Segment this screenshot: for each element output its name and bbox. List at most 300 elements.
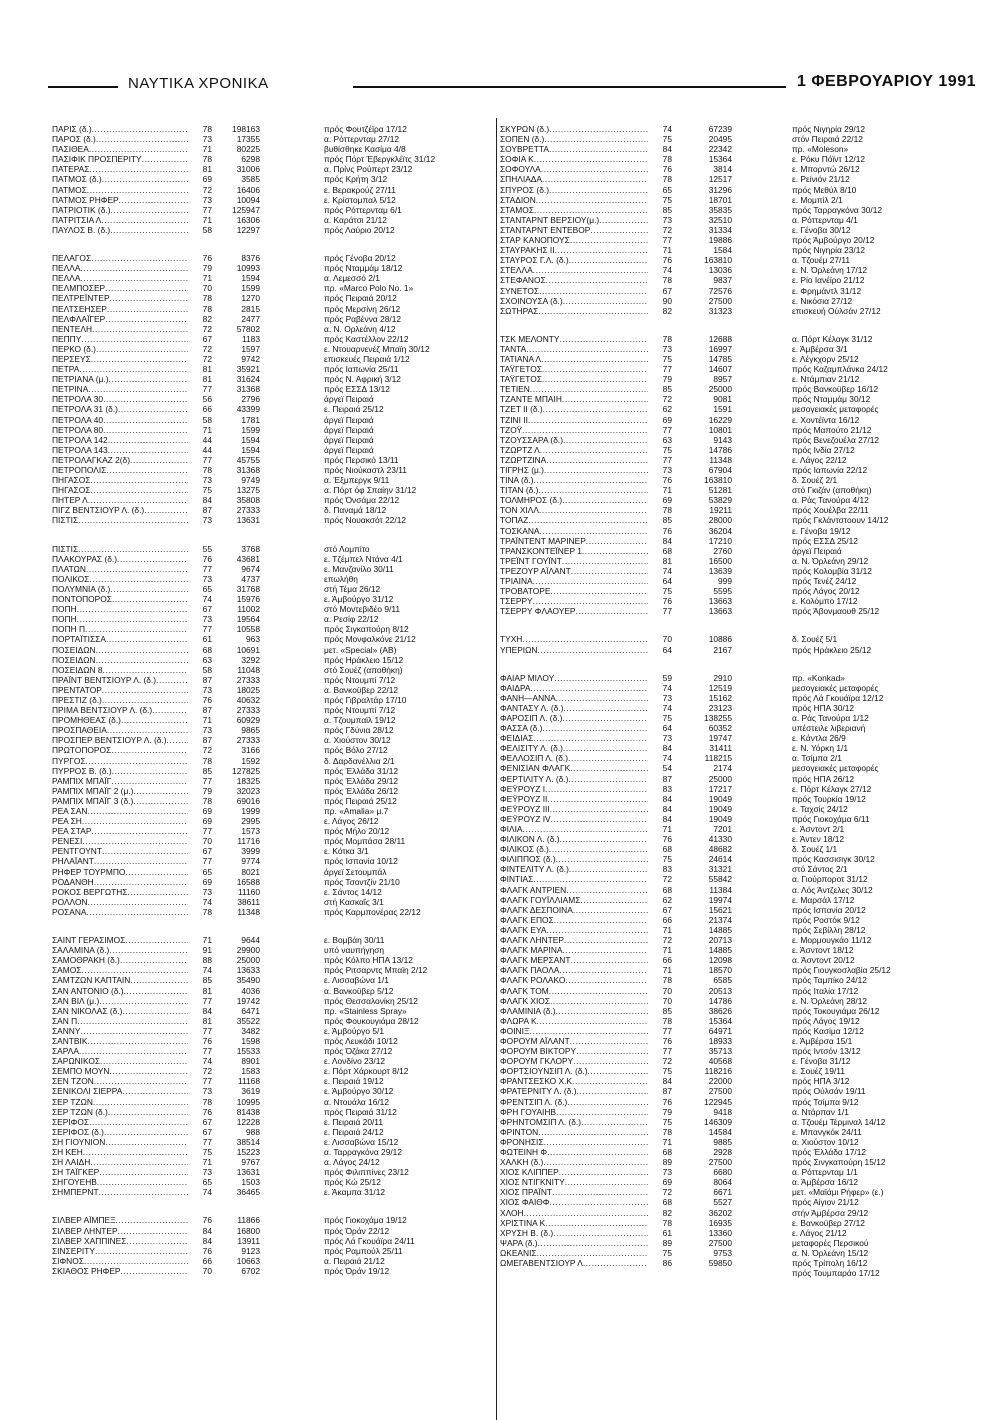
vessel-row xyxy=(52,1097,492,1107)
vessel-name: ΠΕΤΡΟΛΑ 40 ..... xyxy=(52,415,188,425)
vessel-status: α. Πόρτ όφ Σπαίην 31/12 xyxy=(324,485,417,496)
vessel-name: ΤΖΟΥΣΣΑΡΑ (δ.) ..... xyxy=(500,435,648,445)
tonnage: 1597 xyxy=(241,343,260,354)
vessel-row xyxy=(52,124,492,134)
vessel-name: ΠΡΑΪΝΤ ΒΕΝΤΣΙΟΥΡ Λ. (δ.) ..... xyxy=(52,675,188,685)
vessel-row xyxy=(52,253,492,263)
vessel-name: ΤΟΣΚΑΝΑ ..... xyxy=(500,526,648,536)
tonnage: 14885 xyxy=(708,945,732,956)
vessel-row xyxy=(52,887,492,897)
vessel-row xyxy=(500,763,940,773)
vessel-status: πρός Πειραιά 25/12 xyxy=(324,795,397,806)
build-year: 77 xyxy=(202,563,212,574)
vessel-name: ΡΑΜΠΙΧ ΜΠΑΪΓ 2 (μ.) ..... xyxy=(52,786,188,796)
tonnage: 67239 xyxy=(708,124,732,134)
vessel-name: ΠΑΣΙΦΙΚ ΠΡΟΣΠΕΡΙΤΥ ..... xyxy=(52,154,188,164)
vessel-row xyxy=(500,743,940,753)
build-year: 78 xyxy=(662,174,672,185)
tonnage: 3814 xyxy=(713,164,732,175)
vessel-status: πρός Φουκουγιάμα 28/12 xyxy=(324,1015,419,1026)
vessel-status: πρός Ιαπωνία 25/11 xyxy=(324,364,399,375)
build-year: 58 xyxy=(202,664,212,675)
vessel-name: ΧΙΟΣ ΚΛΙΠΠΕΡ ..... xyxy=(500,1167,648,1177)
vessel-row xyxy=(500,404,940,414)
vessel-row xyxy=(500,334,940,344)
tonnage: 988 xyxy=(246,1126,260,1137)
vessel-row xyxy=(52,144,492,154)
build-year: 76 xyxy=(662,1035,672,1046)
build-year: 81 xyxy=(662,555,672,566)
vessel-status: πρός Μομπάσα 28/11 xyxy=(324,836,406,847)
vessel-status: ε. Ρείνιόν 21/12 xyxy=(792,174,850,185)
vessel-name: ΣΤΑΥΡΟΣ Γ.Λ. (δ.) ..... xyxy=(500,255,648,265)
vessel-row xyxy=(52,415,492,425)
build-year: 65 xyxy=(202,1177,212,1188)
vessel-name: ΧΑΛΚΗ (δ.) ..... xyxy=(500,1157,648,1167)
tonnage: 16500 xyxy=(708,555,732,566)
vessel-status: υπό ναυπήγηση xyxy=(324,945,385,956)
vessel-row xyxy=(500,1177,940,1187)
vessel-row xyxy=(500,364,940,374)
vessel-status: α. Λεμεσσό 2/1 xyxy=(324,273,380,284)
build-year: 74 xyxy=(662,265,672,276)
tonnage: 163810 xyxy=(704,255,732,266)
tonnage: 9885 xyxy=(713,1136,732,1147)
tonnage: 72576 xyxy=(708,285,732,296)
build-year: 64 xyxy=(662,723,672,734)
vessel-row xyxy=(500,1026,940,1036)
vessel-row xyxy=(52,1256,492,1266)
tonnage: 1781 xyxy=(241,414,260,425)
vessel-row xyxy=(52,584,492,594)
vessel-row xyxy=(52,425,492,435)
vessel-name: ΡΟΛΛΟΝ ..... xyxy=(52,897,188,907)
tonnage: 19742 xyxy=(236,995,260,1006)
vessel-status: πρός Κολομβία 31/12 xyxy=(792,565,872,576)
tonnage: 1594 xyxy=(241,273,260,284)
vessel-name: ΦΕΫΡΟΥΖ Ι ..... xyxy=(500,784,648,794)
vessel-row xyxy=(500,1137,940,1147)
vessel-row xyxy=(500,205,940,215)
vessel-row xyxy=(500,1208,940,1218)
vessel-group xyxy=(52,253,492,526)
vessel-name: ΠΡΕΝΤΑΤΟΡ ..... xyxy=(52,685,188,695)
vessel-status: ε. Άσντοντ 2/1 xyxy=(792,824,845,834)
vessel-status: α. Ρεσίφ 22/12 xyxy=(324,614,379,625)
tonnage: 11160 xyxy=(237,886,260,897)
vessel-name: ΣΕΜΠΟ ΜΟΥΝ ..... xyxy=(52,1066,188,1076)
vessel-status: α. Τσίμπα 2/1 xyxy=(792,753,842,764)
build-year: 77 xyxy=(202,775,212,786)
vessel-name: ΠΙΓΖ ΒΕΝΤΣΙΟΥΡ Λ. (δ.) ..... xyxy=(52,505,188,515)
build-year: 73 xyxy=(202,725,212,736)
tonnage: 16997 xyxy=(708,343,732,354)
vessel-row xyxy=(500,895,940,905)
build-year: 72 xyxy=(202,343,212,354)
vessel-row xyxy=(52,725,492,735)
tonnage: 23123 xyxy=(708,702,732,713)
vessel-name: ΤΑΝΤΑ ..... xyxy=(500,344,648,354)
vessel-status: α. Ρόττερνταμ 1/1 xyxy=(792,1167,858,1178)
vessel-status: πρ. «Amalia» μ.7 xyxy=(324,806,389,816)
vessel-name: ΠΡΟΣΠΑΘΕΙΑ ..... xyxy=(52,725,188,735)
build-year: 78 xyxy=(202,795,212,806)
build-year: 77 xyxy=(662,454,672,465)
vessel-status: ε. Πειραιά 24/12 xyxy=(324,1126,384,1137)
tonnage: 3999 xyxy=(241,846,260,857)
build-year: 73 xyxy=(662,465,672,475)
vessel-name: ΣΗ ΤΑΪΓΚΕΡ ..... xyxy=(52,1167,188,1177)
build-year: 76 xyxy=(662,475,672,486)
vessel-status: ε. Φρημάντλ 31/12 xyxy=(792,285,862,296)
vessel-status: ε. Άμβέρσα 15/1 xyxy=(792,1035,853,1046)
build-year: 73 xyxy=(202,475,212,486)
build-year: 67 xyxy=(662,904,672,915)
tonnage: 13036 xyxy=(708,265,732,276)
vessel-status: πρός Άμβούργο 20/12 xyxy=(792,235,875,246)
vessel-name: ΦΛΑΓΚ ΛΗΝΤΕΡ ..... xyxy=(500,935,648,945)
build-year: 65 xyxy=(202,866,212,877)
vessel-status: πρός ΗΠΑ 26/12 xyxy=(792,773,855,784)
vessel-status: πρός Πειραιά 31/12 xyxy=(324,1106,397,1117)
vessel-status: άργεϊ Πειραιά xyxy=(324,434,374,445)
tonnage: 2796 xyxy=(241,394,260,405)
build-year: 75 xyxy=(662,1116,672,1127)
tonnage: 138255 xyxy=(704,712,732,723)
vessel-name: ΤΕΤΙΕΝ ..... xyxy=(500,384,648,394)
vessel-status: ε. Ντάμπιαν 21/12 xyxy=(792,374,860,385)
vessel-row xyxy=(52,735,492,745)
build-year: 87 xyxy=(202,705,212,716)
vessel-name: ΠΑΤΡΙΟΤΙΚ (δ.) ..... xyxy=(52,205,188,215)
vessel-name: ΣΑΝΝΥ ..... xyxy=(52,1026,188,1036)
build-year: 77 xyxy=(662,235,672,246)
publication-title: ΝΑΥΤΙΚΑ ΧΡΟΝΙΚΑ xyxy=(128,75,269,92)
vessel-row xyxy=(500,794,940,804)
tonnage: 15976 xyxy=(236,594,260,605)
build-year: 76 xyxy=(662,525,672,536)
build-year: 78 xyxy=(662,505,672,516)
vessel-name: ΣΗ ΓΙΟΥΝΙΟΝ ..... xyxy=(52,1137,188,1147)
vessel-name: ΣΠΗΛΙΑΔΑ ..... xyxy=(500,174,648,184)
vessel-status: ε. Πειραιά 25/12 xyxy=(324,404,384,415)
build-year: 77 xyxy=(662,364,672,375)
vessel-row xyxy=(52,263,492,273)
build-year: 70 xyxy=(202,283,212,294)
build-year: 78 xyxy=(662,1217,672,1228)
tonnage: 14786 xyxy=(708,444,732,455)
build-year: 76 xyxy=(662,1096,672,1107)
vessel-row xyxy=(500,965,940,975)
vessel-status: ε. Πειραιά 19/12 xyxy=(324,1076,384,1087)
vessel-name: ΣΑΙΝΤ ΓΕΡΑΣΙΜΟΣ ..... xyxy=(52,935,188,945)
vessel-row xyxy=(52,1167,492,1177)
vessel-row xyxy=(52,715,492,725)
vessel-name: ΠΛΑΤΩΝ ..... xyxy=(52,564,188,574)
vessel-row xyxy=(52,574,492,584)
vessel-status: δ. Σουέζ 2/1 xyxy=(792,475,838,486)
tonnage: 29900 xyxy=(236,945,260,956)
vessel-name: ΦΡΕΝΤΣΙΠ Λ. (δ.) ..... xyxy=(500,1097,648,1107)
tonnage: 2760 xyxy=(713,545,732,556)
tonnage: 31006 xyxy=(236,164,260,175)
vessel-status: πρός Νουακσότ 22/12 xyxy=(324,515,407,526)
tonnage: 17210 xyxy=(708,535,732,546)
vessel-status: πρός Ιταλία 17/12 xyxy=(792,985,859,996)
vessel-name: ΠΟΣΕΙΔΩΝ 8 ..... xyxy=(52,665,188,675)
vessel-name: ΣΗ ΛΑΙΔΗ ..... xyxy=(52,1157,188,1167)
build-year: 71 xyxy=(202,424,212,435)
vessel-status: ε. Μορμουγκάο 11/12 xyxy=(792,935,872,946)
tonnage: 3619 xyxy=(241,1086,260,1097)
vessel-status: α. Άσντοντ 20/12 xyxy=(792,955,855,966)
vessel-status: πρός Κώ 25/12 xyxy=(324,1177,381,1188)
vessel-status: πρός Όνσάμα 22/12 xyxy=(324,495,400,506)
vessel-name: ΠΕΝΤΕΛΗ ..... xyxy=(52,324,188,334)
vessel-name: ΦΑΙΑΡ ΜΙΛΟΥ ..... xyxy=(500,673,648,683)
vessel-status: στό Λομπίτο xyxy=(324,543,370,554)
tonnage: 36204 xyxy=(708,525,732,536)
vessel-status: πρός Ν. Αφρική 3/12 xyxy=(324,374,401,385)
tonnage: 13663 xyxy=(708,596,732,607)
vessel-row xyxy=(500,394,940,404)
vessel-name: ΦΛΑΓΚ ΓΟΥΪΛΛΙΑΜΣ ..... xyxy=(500,895,648,905)
tonnage: 13639 xyxy=(708,565,732,576)
vessel-name: ΥΠΕΡΙΩΝ ..... xyxy=(500,645,648,655)
tonnage: 198163 xyxy=(232,124,260,134)
vessel-status: ε. Μαρσάλ 17/12 xyxy=(792,894,855,905)
build-year: 82 xyxy=(662,305,672,316)
vessel-row xyxy=(52,695,492,705)
vessel-status: ε. Γένοβα 31/12 xyxy=(792,1056,851,1067)
vessel-row xyxy=(52,1246,492,1256)
vessel-name: ΦΡΑΤΕΡΝΙΤΥ Λ. (δ.) ..... xyxy=(500,1086,648,1096)
vessel-name: ΠΕΛΛΑ ..... xyxy=(52,263,188,273)
vessel-status: πρός Καστέλλον 22/12 xyxy=(324,333,409,344)
build-year: 72 xyxy=(662,1187,672,1198)
vessel-group xyxy=(52,935,492,1197)
vessel-status: επισκευή Ούλσάν 27/12 xyxy=(792,305,881,316)
page-header xyxy=(48,72,976,98)
vessel-name: ΠΑΥΛΟΣ Β. (δ.) ..... xyxy=(52,225,188,235)
vessel-name: ΦΕΛΛΟΣΙΠ Λ. (δ.) ..... xyxy=(500,753,648,763)
build-year: 85 xyxy=(662,384,672,395)
vessel-name: ΣΑΝ ΝΙΚΟΛΑΣ (δ.) ..... xyxy=(52,1006,188,1016)
vessel-status: πρ. «Moleson» xyxy=(792,144,849,155)
vessel-status: πρός Ριτσαρντς Μπαϊη 2/12 xyxy=(324,965,428,976)
vessel-status: ε. Μανζανίλο 30/11 xyxy=(324,563,394,574)
vessel-row xyxy=(500,1147,940,1157)
vessel-status: ε. Ταχσίς 24/12 xyxy=(792,803,848,814)
vessel-status: ε. Πόρτ Χάρκουρτ 8/12 xyxy=(324,1066,409,1077)
vessel-row xyxy=(52,996,492,1006)
tonnage: 16229 xyxy=(708,414,732,425)
vessel-status: ε. Λισσαβώνα 1/1 xyxy=(324,975,389,986)
vessel-row xyxy=(52,1157,492,1167)
tonnage: 35808 xyxy=(236,495,260,506)
vessel-row xyxy=(52,1266,492,1276)
vessel-status: πρός Τοκουγιάμα 26/12 xyxy=(792,1005,880,1016)
vessel-status: α. Γιούρποροτ 31/12 xyxy=(792,874,868,885)
vessel-row xyxy=(52,404,492,414)
build-year: 78 xyxy=(202,303,212,314)
build-year: 85 xyxy=(662,515,672,526)
build-year: 67 xyxy=(202,846,212,857)
vessel-row xyxy=(52,756,492,766)
vessel-name: ΠΕΛΑΓΟΣ ..... xyxy=(52,253,188,263)
vessel-status: α. Ταρραγκόνα 29/12 xyxy=(324,1147,402,1157)
tonnage: 40632 xyxy=(236,694,260,705)
tonnage: 31768 xyxy=(236,583,260,594)
vessel-name: ΠΕΤΡΟΛΑ 142 ..... xyxy=(52,435,188,445)
vessel-row xyxy=(500,784,940,794)
vessel-row xyxy=(52,344,492,354)
vessel-name: ΣΑΜΟΘΡΑΚΗ (δ.) ..... xyxy=(52,955,188,965)
vessel-row xyxy=(500,425,940,435)
vessel-name: ΦΟΙΝΙΞ ..... xyxy=(500,1026,648,1036)
build-year: 77 xyxy=(202,995,212,1006)
build-year: 44 xyxy=(202,444,212,455)
vessel-status: πρός Κασίμα 12/12 xyxy=(792,1025,864,1036)
vessel-status: α. Ρόττερνταμ 27/12 xyxy=(324,134,400,145)
vessel-status: πρός Γιβραλτάρ 17/10 xyxy=(324,694,407,705)
vessel-status: ε. Βανκοϋβερ 27/12 xyxy=(792,1217,865,1228)
vessel-status: ε. Ν. Όρλεάνη 17/12 xyxy=(792,265,868,276)
tonnage: 10663 xyxy=(236,1255,260,1266)
vessel-name: ΣΗ ΚΕΗ ..... xyxy=(52,1147,188,1157)
tonnage: 16406 xyxy=(236,184,260,195)
vessel-name: ΠΑΡΟΣ (δ.) ..... xyxy=(52,134,188,144)
vessel-name: ΠΕΤΡΙΑΝΑ (μ.) ..... xyxy=(52,374,188,384)
tonnage: 19974 xyxy=(708,894,732,905)
vessel-name: ΦΑΙΔΡΑ ..... xyxy=(500,683,648,693)
vessel-row xyxy=(52,215,492,225)
vessel-status: δ. Παναμά 18/12 xyxy=(324,505,387,516)
tonnage: 28000 xyxy=(708,515,732,526)
vessel-name: ΤΣΕΡΡΥ ΦΛΑΟΥΕΡ ..... xyxy=(500,606,648,616)
build-year: 75 xyxy=(662,194,672,205)
vessel-status: πρός Τουρκία 19/12 xyxy=(792,793,866,804)
vessel-status: ε. Άμβούργο 31/12 xyxy=(324,594,394,605)
tonnage: 10094 xyxy=(236,194,260,205)
vessel-status: πρός Έλλάδα 26/12 xyxy=(324,785,399,796)
vessel-row xyxy=(52,174,492,184)
tonnage: 57802 xyxy=(236,323,260,334)
tonnage: 9767 xyxy=(241,1157,260,1168)
vessel-status: ε. Κάντλα 26/9 xyxy=(792,733,846,744)
vessel-status: πρός Γδύνια 28/12 xyxy=(324,725,394,736)
vessel-name: ΣΑΝ ΒΙΛ (μ.) ..... xyxy=(52,996,188,1006)
build-year: 69 xyxy=(662,414,672,425)
tonnage: 163810 xyxy=(704,475,732,486)
vessel-status: α. Χιούστον 10/12 xyxy=(792,1136,859,1147)
build-year: 65 xyxy=(202,583,212,594)
vessel-row xyxy=(500,596,940,606)
vessel-row xyxy=(52,495,492,505)
vessel-row xyxy=(52,364,492,374)
vessel-group xyxy=(500,634,940,654)
vessel-status: πρός Έλλάδα 29/12 xyxy=(324,775,399,786)
vessel-row xyxy=(500,286,940,296)
build-year: 75 xyxy=(202,485,212,496)
vessel-status: πρός Τσίμπα 9/12 xyxy=(792,1096,859,1107)
vessel-row xyxy=(500,505,940,515)
vessel-name: ΦΛΑΓΚ ΑΝΤΡΙΕΝ ..... xyxy=(500,885,648,895)
build-year: 76 xyxy=(202,1215,212,1226)
tonnage: 22342 xyxy=(708,144,732,155)
vessel-status: πρός Περσικό 13/11 xyxy=(324,454,399,465)
build-year: 77 xyxy=(202,856,212,867)
tonnage: 43399 xyxy=(236,404,260,415)
vessel-row xyxy=(500,996,940,1006)
build-year: 70 xyxy=(202,1265,212,1276)
vessel-status: α. Άμβέρσα 16/12 xyxy=(792,1177,859,1188)
vessel-row xyxy=(500,1157,940,1167)
vessel-row xyxy=(500,154,940,164)
build-year: 78 xyxy=(202,755,212,766)
vessel-row xyxy=(52,1117,492,1127)
vessel-name: ΦΕΡΤΙΛΙΤΥ Λ. (δ.) ..... xyxy=(500,774,648,784)
vessel-status: α. Πρίνς Ρούπερτ 23/12 xyxy=(324,164,413,175)
build-year: 71 xyxy=(202,1157,212,1168)
tonnage: 16588 xyxy=(236,876,260,887)
tonnage: 14785 xyxy=(708,353,732,364)
build-year: 75 xyxy=(662,712,672,723)
vessel-row xyxy=(52,1086,492,1096)
vessel-status: πρός Σιγκαπούρη 8/12 xyxy=(324,624,409,635)
vessel-status: πρός Μονφαλκόνε 21/12 xyxy=(324,634,416,645)
vessel-row xyxy=(52,195,492,205)
vessel-row xyxy=(52,185,492,195)
tonnage: 9865 xyxy=(241,725,260,736)
vessel-status: ε. Ν. Υόρκη 1/1 xyxy=(792,743,848,754)
tonnage: 12519 xyxy=(708,682,732,693)
vessel-name: ΣΙΛΒΕΡ ΛΗΝΤΕΡ ..... xyxy=(52,1226,188,1236)
vessel-row xyxy=(500,586,940,596)
vessel-status: μετ. «Special» (ΑΒ) xyxy=(324,644,397,655)
column-divider xyxy=(496,118,497,1420)
build-year: 77 xyxy=(202,826,212,837)
vessel-name: ΦΛΑΜΙΝΙΑ (δ.) ..... xyxy=(500,1006,648,1016)
vessel-name: ΦΕΫΡΟΥΖ ΙV ..... xyxy=(500,814,648,824)
tonnage: 12228 xyxy=(236,1116,260,1127)
vessel-status: πρός Νιγηρία 23/12 xyxy=(792,245,866,256)
vessel-name: ΧΙΟΣ ΝΤΙΓΚΝΙΤΥ ..... xyxy=(500,1177,648,1187)
vessel-status: πρός Έλλάδα 17/12 xyxy=(792,1147,867,1157)
tonnage: 9081 xyxy=(713,394,732,405)
build-year: 74 xyxy=(662,565,672,576)
build-year: 72 xyxy=(662,935,672,946)
vessel-status: πρός Ισπανία 20/12 xyxy=(792,904,866,915)
vessel-name: ΦΕΛΙΣΙΤΥ Λ. (δ.) ..... xyxy=(500,743,648,753)
vessel-name: ΠΕΤΡΙΝΑ ..... xyxy=(52,384,188,394)
vessel-status: μεσογειακές μεταφορές xyxy=(792,404,879,415)
vessel-row xyxy=(52,655,492,665)
vessel-name: ΣΧΟΙΝΟΥΣΑ (δ.) ..... xyxy=(500,296,648,306)
vessel-name: ΣΑΜΤΖΩΝ ΚΑΠΤΑΙΝ ..... xyxy=(52,975,188,985)
vessel-row xyxy=(52,867,492,877)
tonnage: 15364 xyxy=(708,154,732,165)
build-year: 67 xyxy=(662,285,672,296)
build-year: 66 xyxy=(662,914,672,925)
tonnage: 13663 xyxy=(708,606,732,617)
vessel-name: ΠΟΠΗ ..... xyxy=(52,604,188,614)
tonnage: 12688 xyxy=(708,333,732,344)
vessel-row xyxy=(52,766,492,776)
vessel-name: ΤΡΟΒΑΤΟΡΕ ..... xyxy=(500,586,648,596)
vessel-name: ΠΥΡΓΟΣ ..... xyxy=(52,756,188,766)
vessel-row xyxy=(500,1258,940,1268)
